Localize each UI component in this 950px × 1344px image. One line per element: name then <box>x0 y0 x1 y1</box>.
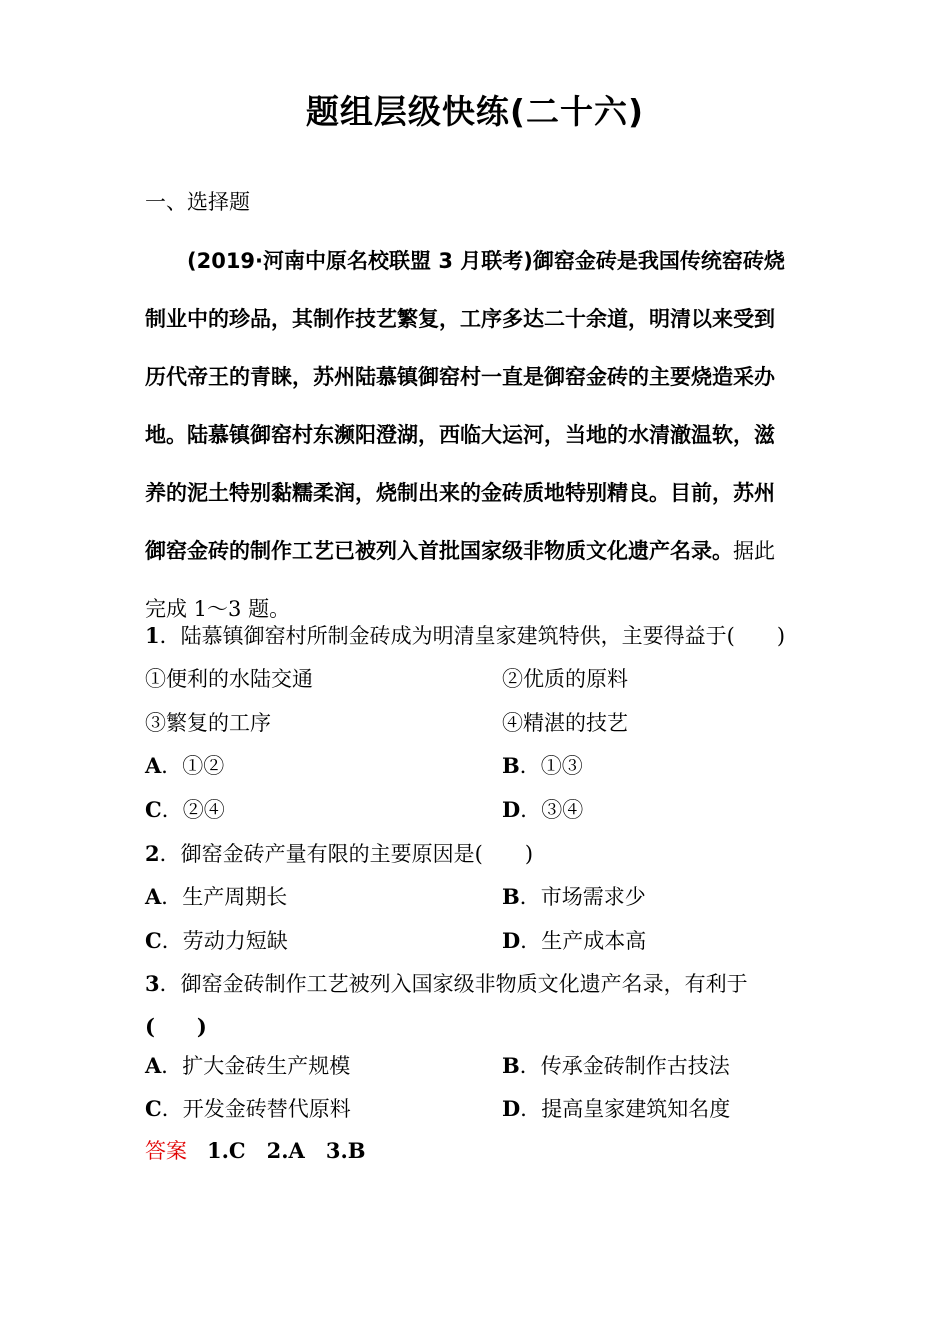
option-text: ．市场需求少 <box>519 885 646 909</box>
option-letter: C <box>145 797 162 822</box>
question-3-option-d <box>502 1093 730 1123</box>
answer-label: 答案 <box>145 1139 187 1163</box>
option-letter: A <box>145 753 162 778</box>
question-number: 1 <box>145 623 160 648</box>
question-text: ．陆慕镇御窑村所制金砖成为明清皇家建筑特供，主要得益于( ) <box>159 624 786 648</box>
passage-line: 养的泥土特别黏糯柔润，烧制出来的金砖质地特别精良。目前，苏州 <box>145 481 775 505</box>
question-1-item: ③繁复的工序 <box>145 711 271 735</box>
question-3-stem-cont: ( ) <box>145 1014 207 1039</box>
reading-passage <box>145 232 817 638</box>
option-letter: B <box>502 884 520 909</box>
question-1-option-c <box>145 794 225 824</box>
option-letter: D <box>502 928 521 953</box>
option-letter: D <box>502 797 521 822</box>
question-2-option-b <box>502 881 646 911</box>
option-text: ．②④ <box>161 798 225 822</box>
answer-line <box>145 1135 366 1165</box>
question-1-item: ②优质的原料 <box>502 667 628 691</box>
option-letter: D <box>502 1096 521 1121</box>
question-3-option-a <box>145 1050 350 1080</box>
option-text: ．③④ <box>520 798 584 822</box>
question-2-stem <box>145 838 533 868</box>
section-heading: 一、选择题 <box>145 190 250 214</box>
passage-line: 御窑金砖的制作工艺已被列入首批国家级非物质文化遗产名录。 <box>145 539 733 563</box>
option-letter: A <box>145 884 162 909</box>
page-title: 题组层级快练(二十六) <box>305 92 645 131</box>
passage-line: 历代帝王的青睐，苏州陆慕镇御窑村一直是御窑金砖的主要烧造采办 <box>145 365 775 389</box>
option-text: ．①③ <box>519 754 583 778</box>
question-text: ．御窑金砖产量有限的主要原因是( ) <box>159 842 534 866</box>
question-text: ．御窑金砖制作工艺被列入国家级非物质文化遗产名录，有利于 <box>159 972 748 996</box>
option-text: ．生产周期长 <box>161 885 288 909</box>
question-1-option-a <box>145 750 224 780</box>
passage-line: (2019·河南中原名校联盟 3 月联考)御窑金砖是我国传统窑砖烧 <box>187 249 785 273</box>
passage-line: 制业中的珍品，其制作技艺繁复，工序多达二十余道，明清以来受到 <box>145 307 775 331</box>
question-3-stem <box>145 968 748 998</box>
question-2-option-d <box>502 925 646 955</box>
question-number: 2 <box>145 841 160 866</box>
option-text: ．提高皇家建筑知名度 <box>520 1097 731 1121</box>
option-text: ．①② <box>161 754 225 778</box>
question-number: 3 <box>145 971 160 996</box>
question-1-option-b <box>502 750 583 780</box>
option-text: ．扩大金砖生产规模 <box>161 1054 351 1078</box>
question-1-option-d <box>502 794 583 824</box>
answer-value: 1.C 2.A 3.B <box>207 1138 366 1163</box>
option-text: ．开发金砖替代原料 <box>161 1097 351 1121</box>
option-letter: C <box>145 1096 162 1121</box>
option-letter: B <box>502 753 520 778</box>
option-letter: A <box>145 1053 162 1078</box>
question-1-item: ④精湛的技艺 <box>502 711 628 735</box>
passage-line-wrap <box>145 522 817 580</box>
question-1-item: ①便利的水陆交通 <box>145 667 313 691</box>
question-3-option-b <box>502 1050 730 1080</box>
option-letter: B <box>502 1053 520 1078</box>
question-1-stem <box>145 620 785 650</box>
passage-tail: 据此 <box>733 539 775 563</box>
question-3-option-c <box>145 1093 351 1123</box>
passage-last-line: 完成 1～3 题。 <box>145 597 291 621</box>
option-text: ．传承金砖制作古技法 <box>519 1054 730 1078</box>
question-2-option-c <box>145 925 288 955</box>
option-text: ．生产成本高 <box>520 929 647 953</box>
option-text: ．劳动力短缺 <box>161 929 288 953</box>
passage-line: 地。陆慕镇御窑村东濒阳澄湖，西临大运河，当地的水清澈温软，滋 <box>145 423 775 447</box>
option-letter: C <box>145 928 162 953</box>
question-2-option-a <box>145 881 287 911</box>
